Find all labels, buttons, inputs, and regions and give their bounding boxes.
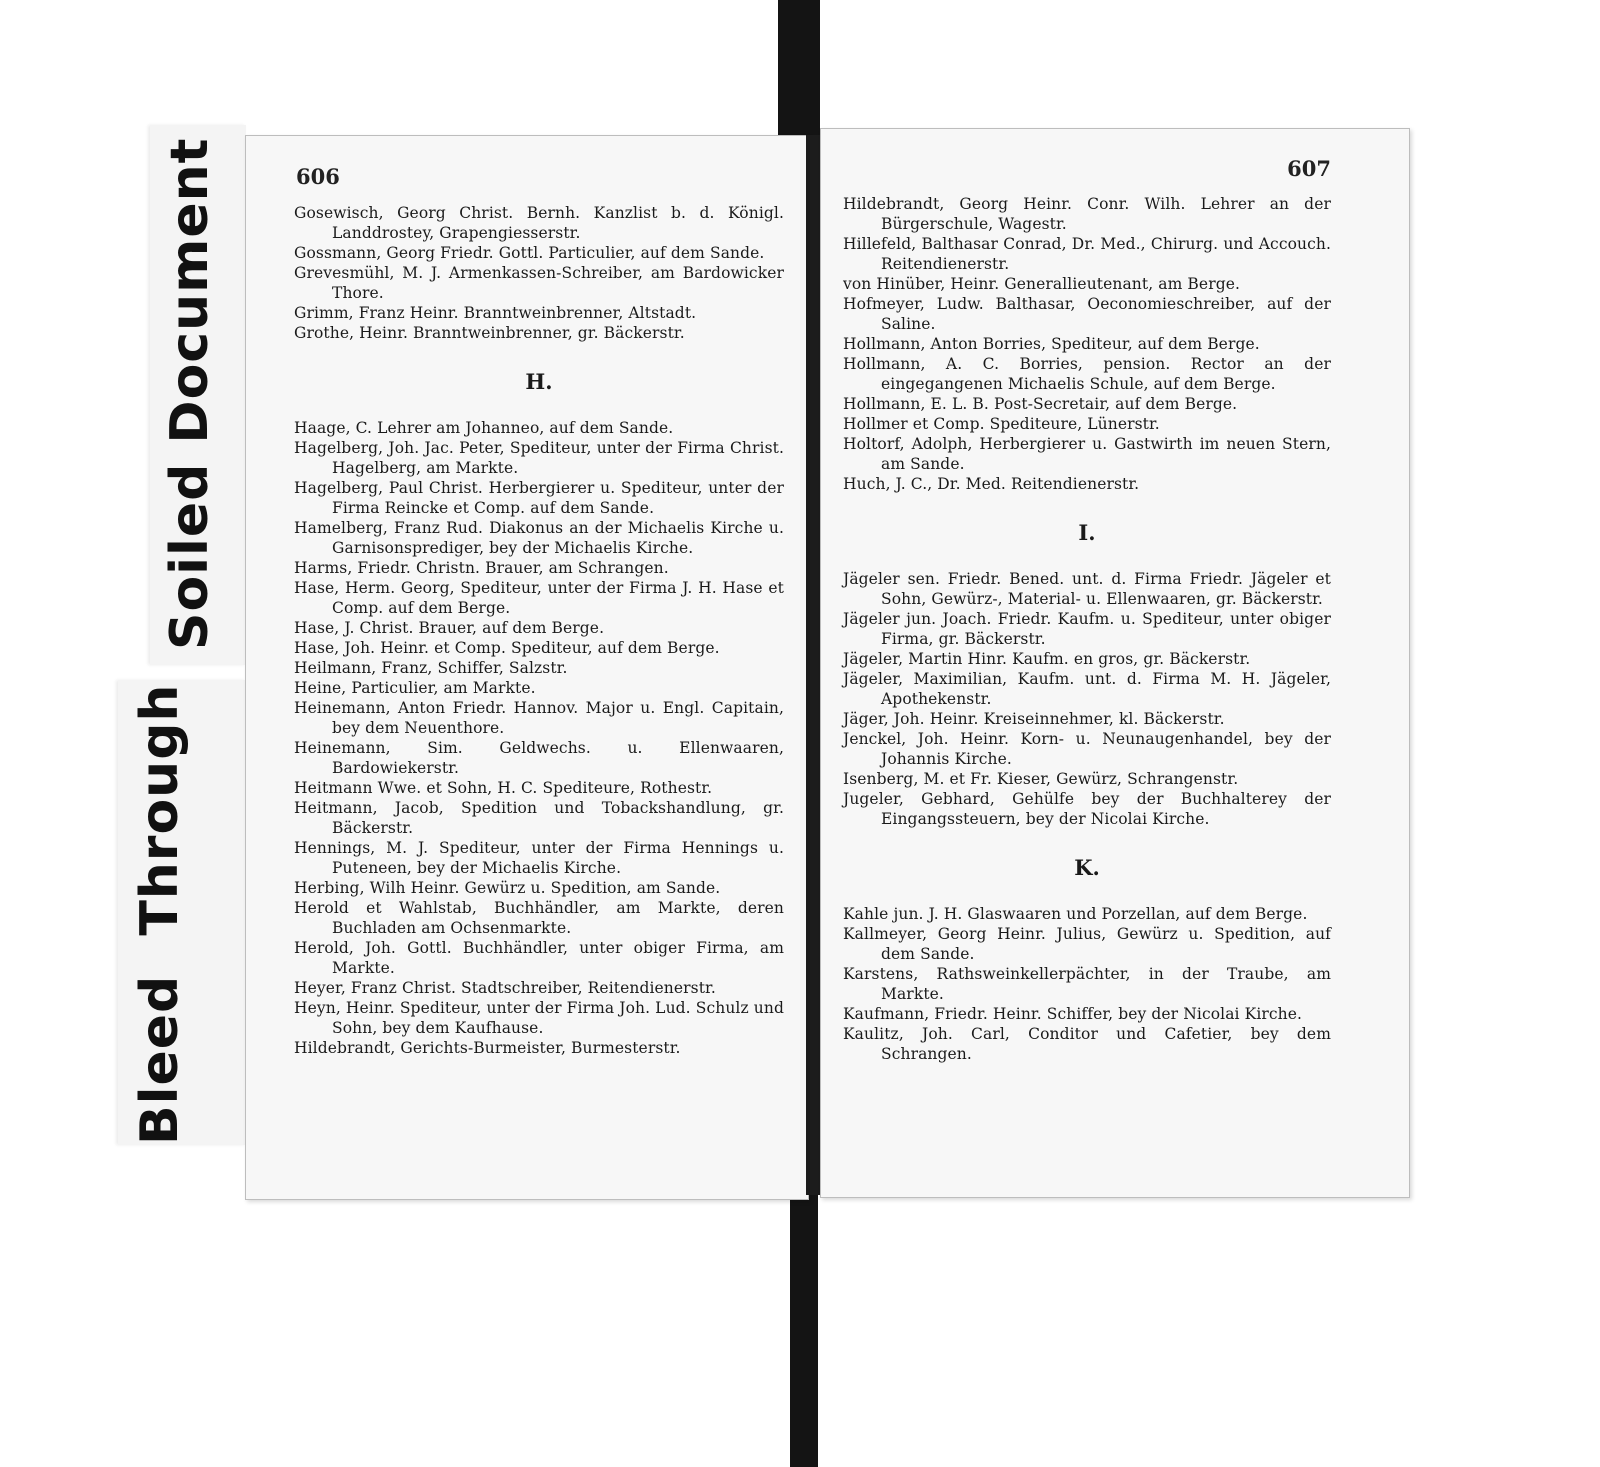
directory-entry: Haage, C. Lehrer am Johanneo, auf dem Sande. <box>294 419 674 437</box>
directory-entry: Heinemann, Sim. Geldwechs. u. Ellenwaaren, Bardowiekerstr. <box>294 739 784 777</box>
directory-entry: Hagelberg, Joh. Jac. Peter, Spediteur, unter der Firma Christ. Hagelberg, am Markte. <box>294 439 784 477</box>
left-page <box>245 135 809 1200</box>
directory-entry: Isenberg, M. et Fr. Kieser, Gewürz, Schrangenstr. <box>843 770 1239 788</box>
directory-entry: Hollmann, E. L. B. Post-Secretair, auf dem Berge. <box>843 395 1238 413</box>
directory-entry: Jenckel, Joh. Heinr. Korn- u. Neunaugenhandel, bey der Johannis Kirche. <box>843 730 1331 768</box>
directory-entry: Hollmer et Comp. Spediteure, Lünerstr. <box>843 415 1160 433</box>
entry-list-h <box>294 418 784 1058</box>
directory-entry: Hollmann, Anton Borries, Spediteur, auf dem Berge. <box>843 335 1260 353</box>
binding-strip-top <box>778 0 820 140</box>
directory-entry: Hildebrandt, Gerichts-Burmeister, Burmesterstr. <box>294 1039 681 1057</box>
soiled-document-label: Soiled Document <box>160 137 220 650</box>
directory-entry: Kallmeyer, Georg Heinr. Julius, Gewürz u. Spedition, auf dem Sande. <box>843 925 1331 963</box>
page-number-right: 607 <box>1287 156 1331 181</box>
directory-entry: von Hinüber, Heinr. Generallieutenant, am Berge. <box>843 275 1241 293</box>
directory-entry: Gosewisch, Georg Christ. Bernh. Kanzlist b. d. Königl. Landdrostey, Grapengiesserstr. <box>294 204 784 242</box>
directory-entry: Kaulitz, Joh. Carl, Conditor und Cafetier, bey dem Schrangen. <box>843 1025 1331 1063</box>
directory-entry: Harms, Friedr. Christn. Brauer, am Schrangen. <box>294 559 669 577</box>
directory-entry: Herbing, Wilh Heinr. Gewürz u. Spedition, am Sande. <box>294 879 721 897</box>
directory-entry: Heitmann Wwe. et Sohn, H. C. Spediteure, Rothestr. <box>294 779 713 797</box>
directory-entry: Jägeler sen. Friedr. Bened. unt. d. Firma Friedr. Jägeler et Sohn, Gewürz-, Material- u. Ellenwaaren, gr. Bäckerstr. <box>843 570 1331 608</box>
page-number-left: 606 <box>296 164 340 189</box>
directory-entry: Hofmeyer, Ludw. Balthasar, Oeconomieschreiber, auf der Saline. <box>843 295 1331 333</box>
left-column <box>294 203 784 1058</box>
directory-entry: Grimm, Franz Heinr. Branntweinbrenner, Altstadt. <box>294 304 697 322</box>
directory-entry: Holtorf, Adolph, Herbergierer u. Gastwirth im neuen Stern, am Sande. <box>843 435 1331 473</box>
directory-entry: Gossmann, Georg Friedr. Gottl. Particulier, auf dem Sande. <box>294 244 765 262</box>
directory-entry: Hennings, M. J. Spediteur, unter der Firma Hennings u. Puteneen, bey der Michaelis Kirche. <box>294 839 784 877</box>
directory-entry: Hase, Herm. Georg, Spediteur, unter der Firma J. H. Hase et Comp. auf dem Berge. <box>294 579 784 617</box>
directory-entry: Heyn, Heinr. Spediteur, unter der Firma Joh. Lud. Schulz und Sohn, bey dem Kaufhause. <box>294 999 784 1037</box>
directory-entry: Huch, J. C., Dr. Med. Reitendienerstr. <box>843 475 1140 493</box>
directory-entry: Jäger, Joh. Heinr. Kreiseinnehmer, kl. Bäckerstr. <box>843 710 1225 728</box>
right-column <box>843 194 1331 1064</box>
directory-entry: Jugeler, Gebhard, Gehülfe bey der Buchhalterey der Eingangssteuern, bey der Nicolai Kirche. <box>843 790 1331 828</box>
entry-list-k <box>843 904 1331 1064</box>
directory-entry: Kaufmann, Friedr. Heinr. Schiffer, bey der Nicolai Kirche. <box>843 1005 1303 1023</box>
entry-list-g <box>294 203 784 343</box>
directory-entry: Herold et Wahlstab, Buchhändler, am Markte, deren Buchladen am Ochsenmarkte. <box>294 899 784 937</box>
directory-entry: Herold, Joh. Gottl. Buchhändler, unter obiger Firma, am Markte. <box>294 939 784 977</box>
directory-entry: Hamelberg, Franz Rud. Diakonus an der Michaelis Kirche u. Garnisonsprediger, bey der Michaelis Kirche. <box>294 519 784 557</box>
directory-entry: Grevesmühl, M. J. Armenkassen-Schreiber, am Bardowicker Thore. <box>294 264 784 302</box>
directory-entry: Kahle jun. J. H. Glaswaaren und Porzellan, auf dem Berge. <box>843 905 1308 923</box>
directory-entry: Hollmann, A. C. Borries, pension. Rector an der eingegangenen Michaelis Schule, auf dem Berge. <box>843 355 1331 393</box>
directory-entry: Jägeler jun. Joach. Friedr. Kaufm. u. Spediteur, unter obiger Firma, gr. Bäckerstr. <box>843 610 1331 648</box>
directory-entry: Jägeler, Maximilian, Kaufm. unt. d. Firma M. H. Jägeler, Apothekenstr. <box>843 670 1331 708</box>
binding-strip-bottom <box>790 1190 818 1467</box>
entry-list-h-cont <box>843 194 1331 494</box>
directory-entry: Hagelberg, Paul Christ. Herbergierer u. Spediteur, unter der Firma Reincke et Comp. auf dem Sande. <box>294 479 784 517</box>
section-heading-h: H. <box>525 369 553 394</box>
directory-entry: Hildebrandt, Georg Heinr. Conr. Wilh. Lehrer an der Bürgerschule, Wagestr. <box>843 195 1331 233</box>
section-heading-k: K. <box>1074 855 1100 880</box>
directory-entry: Heine, Particulier, am Markte. <box>294 679 536 697</box>
right-page <box>820 128 1410 1198</box>
directory-entry: Heilmann, Franz, Schiffer, Salzstr. <box>294 659 568 677</box>
directory-entry: Hase, Joh. Heinr. et Comp. Spediteur, auf dem Berge. <box>294 639 720 657</box>
entry-list-i <box>843 569 1331 829</box>
directory-entry: Grothe, Heinr. Branntweinbrenner, gr. Bäckerstr. <box>294 324 685 342</box>
directory-entry: Jägeler, Martin Hinr. Kaufm. en gros, gr. Bäckerstr. <box>843 650 1251 668</box>
directory-entry: Heitmann, Jacob, Spedition und Tobackshandlung, gr. Bäckerstr. <box>294 799 784 837</box>
section-heading-i: I. <box>1078 520 1096 545</box>
directory-entry: Heyer, Franz Christ. Stadtschreiber, Reitendienerstr. <box>294 979 716 997</box>
bleed-through-label: Bleed Through <box>130 683 190 1145</box>
directory-entry: Karstens, Rathsweinkellerpächter, in der Traube, am Markte. <box>843 965 1331 1003</box>
directory-entry: Hillefeld, Balthasar Conrad, Dr. Med., Chirurg. und Accouch. Reitendienerstr. <box>843 235 1331 273</box>
directory-entry: Heinemann, Anton Friedr. Hannov. Major u. Engl. Capitain, bey dem Neuenthore. <box>294 699 784 737</box>
directory-entry: Hase, J. Christ. Brauer, auf dem Berge. <box>294 619 605 637</box>
